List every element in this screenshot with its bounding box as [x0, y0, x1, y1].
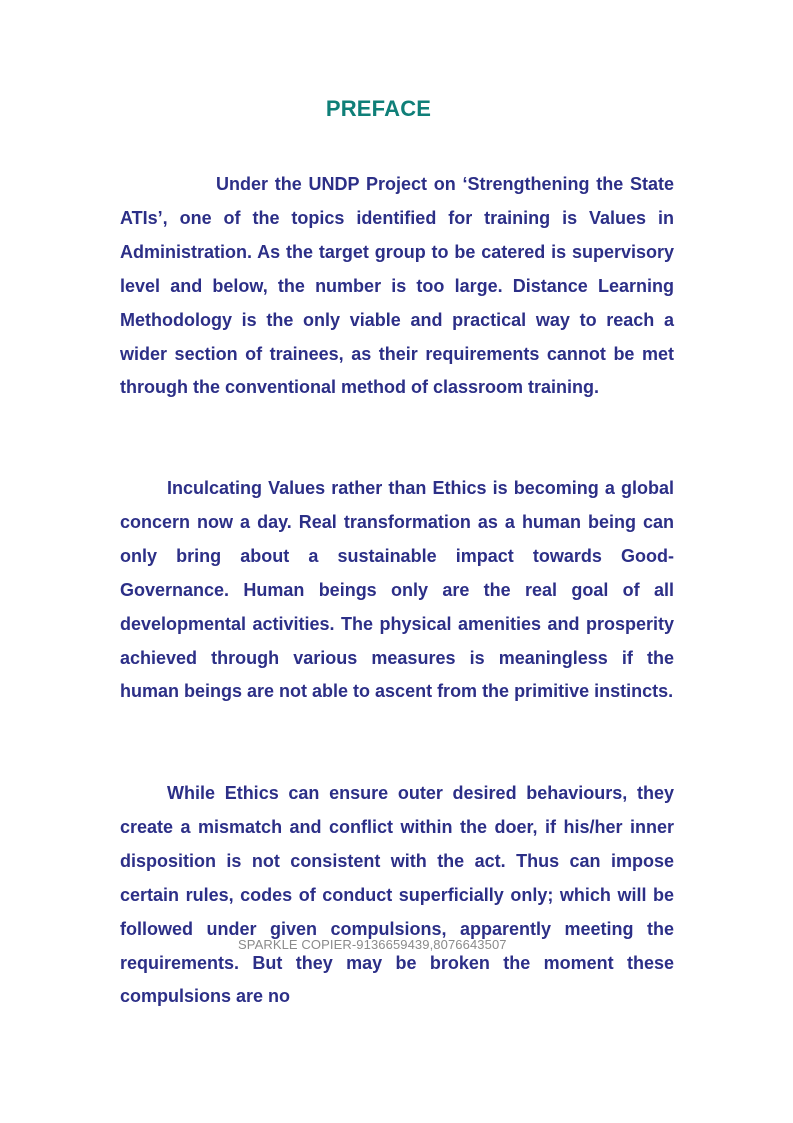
- page-title: PREFACE: [325, 96, 432, 121]
- copier-watermark: SPARKLE COPIER-9136659439,8076643507: [238, 937, 507, 952]
- preface-paragraph-1: Under the UNDP Project on ‘Strengthening the State ATIs’, one of the topics identified for training is Values in Administration. As the target group to be catered is supervisory level and below, the number is too large. Distance Learning Methodology is the only viable and practical way to reach a wider section of trainees, as their requirements cannot be met through the conventional method of classroom training.: [120, 174, 674, 398]
- preface-paragraph-3: While Ethics can ensure outer desired behaviours, they create a mismatch and conflict within the doer, if his/her inner disposition is not consistent with the act. Thus can impose certain rules, codes of conduct superficially only; which will be followed under given compulsions, apparently meeting the requirements. But they may be broken the moment these compulsions are no: [120, 783, 674, 1007]
- preface-paragraph-2: Inculcating Values rather than Ethics is becoming a global concern now a day. Real transformation as a human being can only bring about a sustainable impact towards Good-Governance. Human beings only are the real goal of all developmental activities. The physical amenities and prosperity achieved through various measures is meaningless if the human beings are not able to ascent from the primitive instincts.: [120, 478, 674, 702]
